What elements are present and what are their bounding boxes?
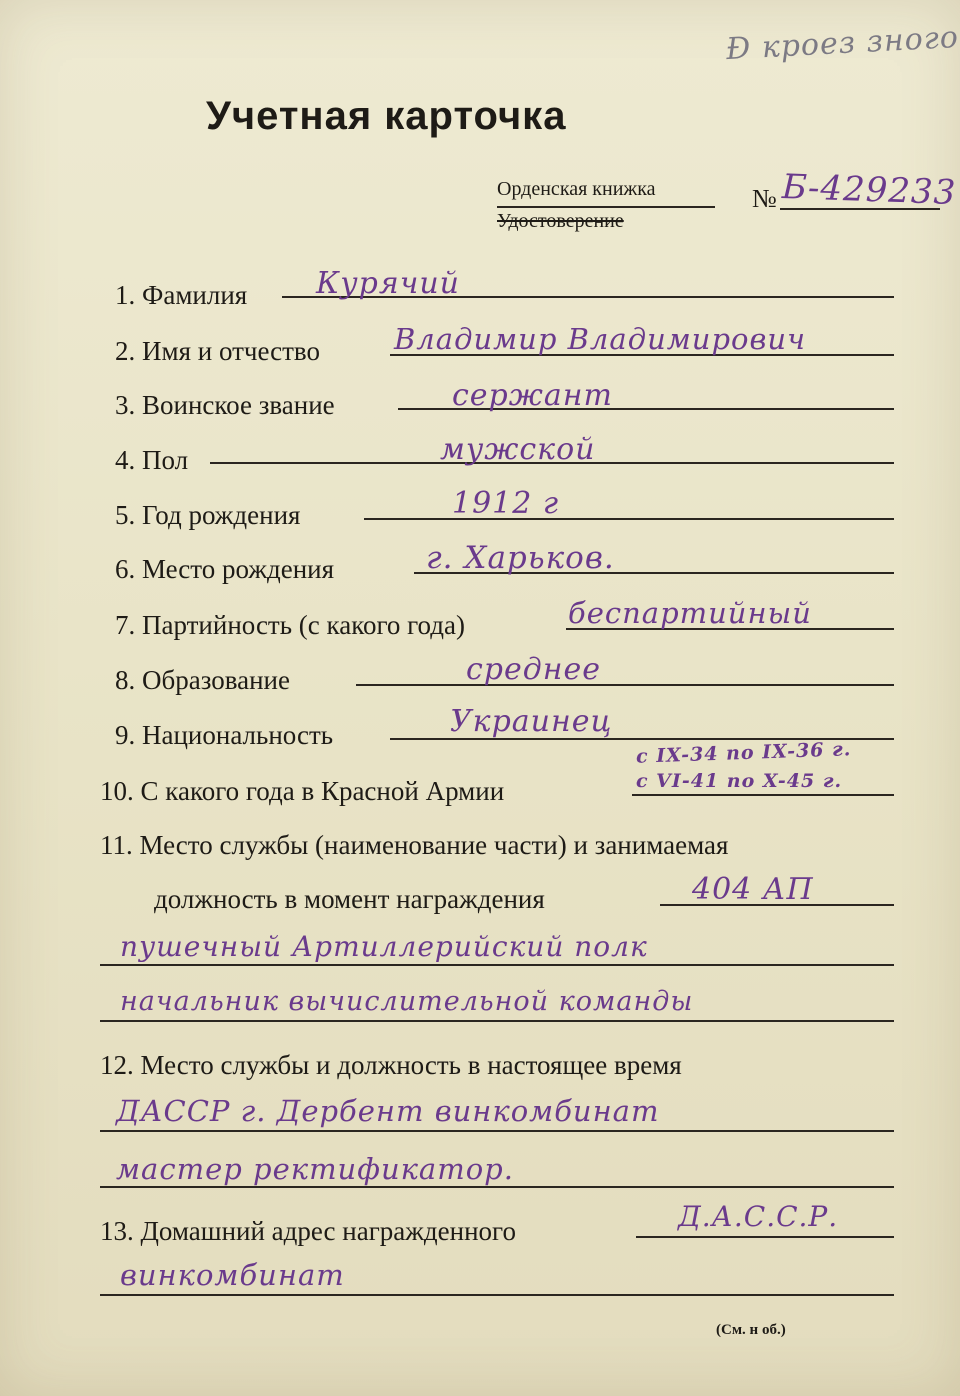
field-1-value: Курячий (316, 266, 460, 301)
field-4-value: мужской (440, 432, 596, 467)
field-11-label-line1: 11. Место службы (наименование части) и занимаемая (100, 830, 729, 860)
field-11-label-line2: должность в момент награждения (154, 884, 545, 914)
certificate-label: Удостоверение (497, 210, 624, 232)
field-8-label: 8. Образование (115, 665, 290, 695)
field-11-line-3 (100, 1020, 894, 1022)
field-9-value: Украинец (450, 704, 613, 739)
field-13-label: 13. Домашний адрес награжденного (100, 1216, 516, 1246)
field-2-value: Владимир Владимирович (394, 322, 807, 356)
field-5-value: 1912 г (452, 486, 560, 521)
card-title: Учетная карточка (206, 94, 567, 138)
field-10-label: 10. С какого года в Красной Армии (100, 776, 505, 806)
field-8-value: среднее (466, 652, 602, 687)
field-1-label: 1. Фамилия (115, 280, 248, 310)
field-6-label: 6. Место рождения (115, 554, 335, 584)
field-13-value-line2: винкомбинат (120, 1258, 345, 1292)
field-2-label: 2. Имя и отчество (115, 336, 320, 366)
field-11-value: 404 АП (692, 872, 814, 907)
field-10-value-line2: с VI-41 по X-45 г. (636, 770, 843, 792)
field-3-value: сержант (452, 378, 613, 413)
field-13-value: Д.А.С.С.Р. (678, 1200, 839, 1233)
field-5-line (364, 518, 894, 520)
field-10-value-line1: с IX-34 по IX-36 г. (635, 738, 852, 768)
field-11-value-line3: начальник вычислительной команды (120, 986, 694, 1017)
field-12-line-1 (100, 1130, 894, 1132)
field-13-line (636, 1236, 894, 1238)
order-book-underline (497, 206, 715, 208)
field-4-label: 4. Пол (115, 445, 189, 475)
field-7-value: беспартийный (568, 596, 812, 630)
field-5-label: 5. Год рождения (115, 500, 301, 530)
field-10-line (632, 794, 894, 796)
field-12-line-2 (100, 1186, 894, 1188)
field-11-line-2 (100, 964, 894, 966)
field-13-line-2 (100, 1294, 894, 1296)
field-11-value-line2: пушечный Артиллерийский полк (120, 930, 648, 963)
order-book-number: Б-429233 (781, 166, 957, 214)
field-7-label: 7. Партийность (с какого года) (115, 610, 465, 640)
field-12-label: 12. Место службы и должность в настоящее время (100, 1050, 682, 1080)
field-12-value-line2: мастер ректификатор. (116, 1152, 514, 1186)
field-12-value-line1: ДАССР г. Дербент винкомбинат (116, 1094, 660, 1128)
field-3-label: 3. Воинское звание (115, 390, 335, 420)
number-underline (780, 208, 940, 210)
field-6-value: г. Харьков. (426, 540, 615, 576)
footer-note: (См. н об.) (716, 1322, 786, 1338)
corner-note: Ɖ кроез зного (725, 19, 960, 68)
order-book-label: Орденская книжка (497, 178, 656, 200)
field-8-line (356, 684, 894, 686)
number-prefix: № (752, 184, 777, 213)
field-9-label: 9. Национальность (115, 720, 334, 750)
